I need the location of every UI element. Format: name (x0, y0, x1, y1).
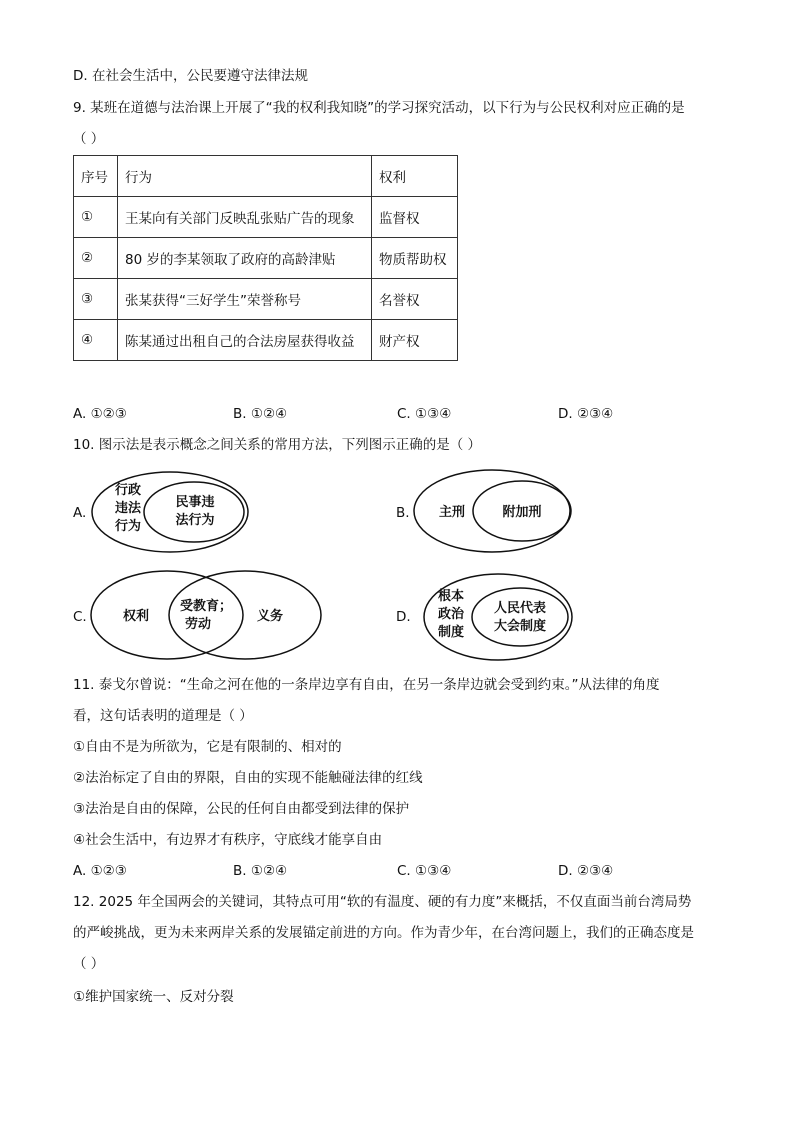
inner-label-line1: 民事违 (175, 495, 215, 510)
q12-stem-cont: 的严峻挑战，更为未来两岸关系的发展锚定前进的方向。作为青少年，在台湾问题上，我们的正确态度是 (73, 925, 694, 941)
q11-item-4: ④社会生活中，有边界才有秩序，守底线才能享自由 (73, 832, 383, 848)
q11-item-3: ③法治是自由的保障，公民的任何自由都受到法律的保护 (73, 801, 410, 817)
table-cell: ② (74, 238, 118, 279)
table-cell: 名誉权 (372, 279, 458, 320)
right-ellipse (169, 571, 321, 659)
q10-option-d-letter: D. (396, 609, 411, 625)
q11-item-1: ①自由不是为所欲为，它是有限制的、相对的 (73, 739, 342, 755)
table-row (74, 197, 458, 238)
outer-label-line3: 制度 (437, 625, 465, 640)
table-cell: ① (74, 197, 118, 238)
q10-diagram-b (412, 468, 577, 556)
inner-label-line1: 人民代表 (493, 601, 547, 616)
table-cell: 王某向有关部门反映乱张贴广告的现象 (118, 197, 372, 238)
q8-option-d: D. 在社会生活中，公民要遵守法律法规 (73, 68, 308, 84)
table-header-cell: 权利 (372, 156, 458, 197)
table-cell: 监督权 (372, 197, 458, 238)
table-row (74, 238, 458, 279)
q10-option-b-letter: B. (396, 505, 410, 521)
q12-item-1: ①维护国家统一、反对分裂 (73, 989, 234, 1005)
left-label: 权利 (122, 609, 150, 624)
table-cell: 财产权 (372, 320, 458, 361)
inner-label-line2: 大会制度 (493, 619, 547, 634)
q10-diagram-a (88, 470, 253, 560)
table-cell: 陈某通过出租自己的合法房屋获得收益 (118, 320, 372, 361)
outer-label-line1: 行政 (114, 483, 142, 498)
table-cell: 张某获得“三好学生”荣誉称号 (118, 279, 372, 320)
q9-option-d: D. ②③④ (558, 406, 614, 422)
q11-option-a: A. ①②③ (73, 863, 127, 879)
q12-answer-bracket: （ ） (73, 956, 105, 972)
q9-option-c: C. ①③④ (397, 406, 452, 422)
table-cell: ③ (74, 279, 118, 320)
q10-option-a-letter: A. (73, 505, 87, 521)
q9-option-b: B. ①②④ (233, 406, 288, 422)
overlap-label-line1: 受教育； (179, 599, 233, 614)
overlap-label-line2: 劳动 (184, 617, 212, 632)
q11-option-c: C. ①③④ (397, 863, 452, 879)
q9-answer-bracket: （ ） (73, 131, 105, 147)
q10-option-c-letter: C. (73, 609, 87, 625)
table-header-row (74, 156, 458, 197)
q10-stem: 10. 图示法是表示概念之间关系的常用方法，下列图示正确的是（ ） (73, 437, 482, 453)
inner-ellipse (144, 482, 244, 542)
q11-option-d: D. ②③④ (558, 863, 614, 879)
q9-rights-table (73, 155, 458, 361)
right-label: 义务 (256, 609, 284, 624)
q9-option-a: A. ①②③ (73, 406, 127, 422)
q11-stem-cont: 看，这句话表明的道理是（ ） (73, 708, 253, 724)
inner-label-line2: 法行为 (175, 513, 215, 528)
inner-label: 附加刑 (502, 505, 542, 520)
q11-stem: 11. 泰戈尔曾说：“生命之河在他的一条岸边享有自由，在另一条岸边就会受到约束。”从法律的角度 (73, 677, 660, 693)
q10-diagram-c (90, 570, 325, 662)
table-header-cell: 序号 (74, 156, 118, 197)
q10-diagram-d (420, 572, 580, 664)
outer-ellipse (414, 470, 570, 552)
outer-label-line3: 行为 (114, 519, 142, 534)
q11-option-b: B. ①②④ (233, 863, 288, 879)
q11-item-2: ②法治标定了自由的界限，自由的实现不能触碰法律的红线 (73, 770, 423, 786)
outer-label-line2: 政治 (437, 607, 465, 622)
table-row (74, 279, 458, 320)
outer-label-line1: 根本 (437, 589, 465, 604)
table-header-cell: 行为 (118, 156, 372, 197)
left-ellipse (91, 571, 243, 659)
outer-label: 主刑 (438, 505, 466, 520)
table-row (74, 320, 458, 361)
outer-label-line2: 违法 (114, 501, 142, 516)
inner-ellipse (472, 588, 568, 646)
q9-stem: 9. 某班在道德与法治课上开展了“我的权利我知晓”的学习探究活动，以下行为与公民权利对应正确的是 (73, 100, 685, 116)
table-cell: 80 岁的李某领取了政府的高龄津贴 (118, 238, 372, 279)
table-cell: 物质帮助权 (372, 238, 458, 279)
table-cell: ④ (74, 320, 118, 361)
q12-stem: 12. 2025 年全国两会的关键词，其特点可用“软的有温度、硬的有力度”来概括，不仅直面当前台湾局势 (73, 894, 692, 910)
